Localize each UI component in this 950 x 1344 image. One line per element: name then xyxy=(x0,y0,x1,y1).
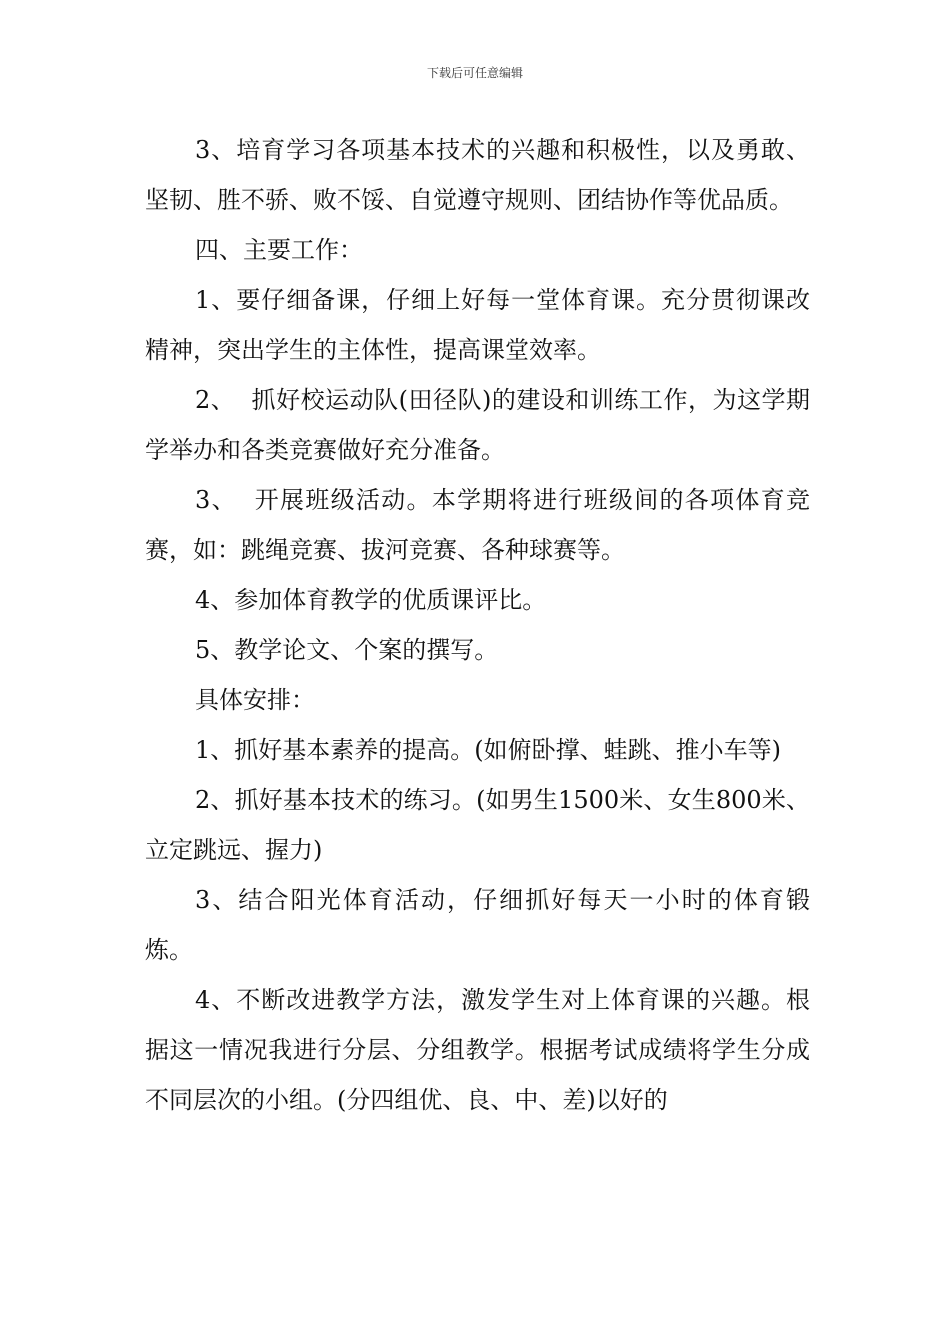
paragraph-work-3: 3、 开展班级活动。本学期将进行班级间的各项体育竞赛，如：跳绳竞赛、拔河竞赛、各种球赛等。 xyxy=(145,486,810,564)
paragraph-work-5: 5、教学论文、个案的撰写。 xyxy=(195,636,499,664)
section-heading-main-work: 四、主要工作： xyxy=(195,236,363,264)
paragraph-work-2: 2、 抓好校运动队(田径队)的建设和训练工作，为这学期学举办和各类竞赛做好充分准备。 xyxy=(145,386,810,464)
paragraph-arrangement-3: 3、结合阳光体育活动，仔细抓好每天一小时的体育锻炼。 xyxy=(145,886,810,964)
paragraph-arrangement-2: 2、抓好基本技术的练习。(如男生1500米、女生800米、立定跳远、握力) xyxy=(145,786,810,864)
paragraph-arrangement-4: 4、不断改进教学方法，激发学生对上体育课的兴趣。根据这一情况我进行分层、分组教学。根据考试成绩将学生分成不同层次的小组。(分四组优、良、中、差)以好的 xyxy=(145,986,810,1114)
paragraph-work-4: 4、参加体育教学的优质课评比。 xyxy=(195,586,547,614)
paragraph-arrangement-1: 1、抓好基本素养的提高。(如俯卧撑、蛙跳、推小车等) xyxy=(195,736,781,764)
page-header-note: 下载后可任意编辑 xyxy=(426,66,523,80)
section-heading-arrangement: 具体安排： xyxy=(195,686,315,714)
paragraph-work-1: 1、要仔细备课，仔细上好每一堂体育课。充分贯彻课改精神，突出学生的主体性，提高课堂效率。 xyxy=(145,286,810,364)
document-body xyxy=(145,125,810,1125)
paragraph-goal-3: 3、培育学习各项基本技术的兴趣和积极性，以及勇敢、坚韧、胜不骄、败不馁、自觉遵守规则、团结协作等优品质。 xyxy=(145,136,810,214)
